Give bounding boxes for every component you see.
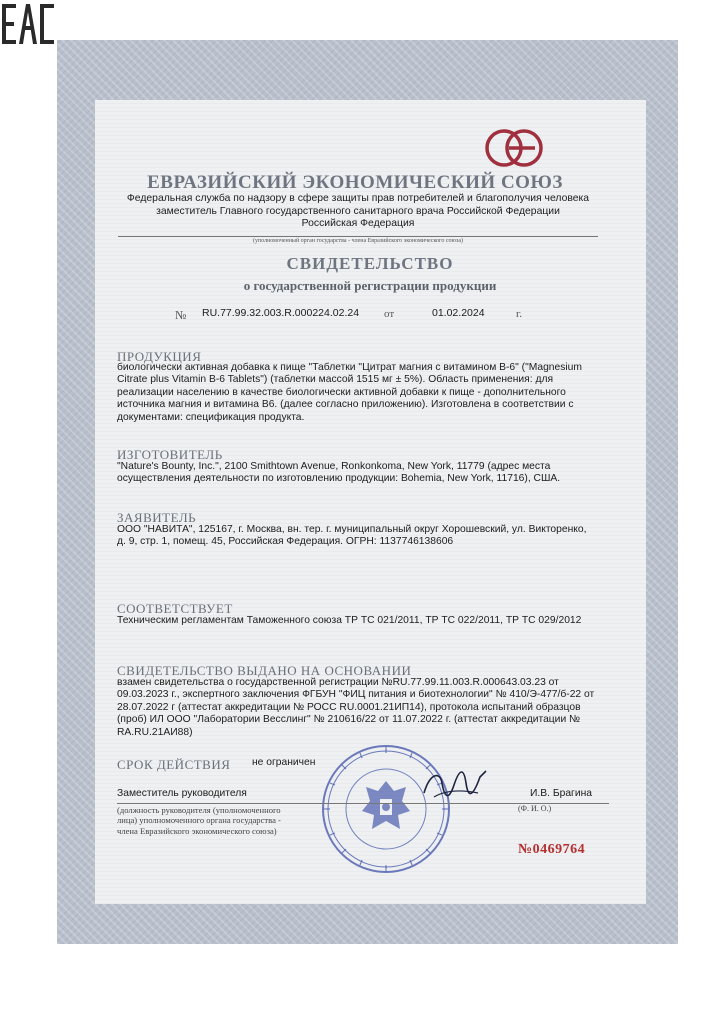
manufacturer-text [117, 461, 603, 486]
basis-line: 09.03.2023 г., экспертного заключения ФГБУН "ФИЦ питания и биотехнологии" № 410/Э-477/б-22 от [117, 689, 595, 701]
validity-value: не ограничен [252, 757, 316, 768]
divider [118, 236, 598, 237]
number-label: № [175, 308, 187, 322]
certificate-number: RU.77.99.32.003.R.000224.02.24 [202, 307, 360, 319]
product-line: Citrate plus Vitamin B-6 Tablets") (таблетки массой 1515 мг ± 5%). Область применения: для [117, 374, 554, 386]
position-note-line: (должность руководителя (уполномоченного [117, 805, 281, 815]
certificate-title: СВИДЕТЕЛЬСТВО [286, 254, 454, 273]
authority-line: заместитель Главного государственного санитарного врача Российской Федерации [156, 205, 560, 217]
basis-line: 28.07.2022 г (аттестат аккредитации № РОСС RU.0001.21ИП14), протокола испытаний образцов [117, 701, 581, 713]
authority-note: (уполномоченный орган государства - члена Евразийского экономического союза) [252, 238, 464, 244]
manufacturer-line: "Nature's Bounty, Inc.", 2100 Smithtown Avenue, Ronkonkoma, New York, 11779 (адрес места [117, 461, 551, 472]
signatory-position: Заместитель руководителя [117, 788, 247, 799]
conformity-title: СООТВЕТСТВУЕТ [117, 601, 233, 616]
basis-line: RA.RU.21АИ88) [117, 726, 193, 738]
product-line: реализации населению в качестве биологически активной добавки к пище - дополнительного [117, 386, 566, 398]
certificate-date: 01.02.2024 [432, 307, 485, 319]
position-note [117, 805, 327, 836]
position-note-line: члена Евразийского экономического союза) [117, 825, 277, 836]
product-line: документами: спецификация продукта. [117, 411, 305, 423]
product-title: ПРОДУКЦИЯ [117, 349, 202, 364]
manufacturer-title: ИЗГОТОВИТЕЛЬ [117, 447, 223, 462]
year-suffix: г. [516, 308, 523, 320]
authority-line: Федеральная служба по надзору в сфере защиты прав потребителей и благополучия человека [126, 193, 590, 204]
basis-line: (проб) ИЛ ООО "Лаборатории Весслинг" № 210616/22 от 11.07.2022 г. (аттестат аккредитации № [117, 714, 581, 726]
applicant-line: д. 9, стр. 1, помещ. 45, Российская Федерация. ОГРН: 1137746138606 [117, 536, 454, 548]
position-note-line: лица) уполномоченного органа государства - [117, 815, 281, 826]
certificate-subtitle: о государственной регистрации продукции [243, 278, 497, 293]
from-label: от [384, 308, 395, 320]
eurasian-union-logo-icon [483, 127, 545, 169]
serial-number: №0469764 [518, 842, 586, 857]
product-text [117, 362, 603, 424]
validity-title: СРОК ДЕЙСТВИЯ [117, 757, 231, 772]
fio-note: (Ф. И. О.) [518, 804, 552, 813]
conformity-line: Техническим регламентам Таможенного союза ТР ТС 021/2011, ТР ТС 022/2011, ТР ТС 029/2012 [117, 615, 582, 626]
applicant-text [117, 524, 603, 549]
conformity-text [117, 615, 603, 627]
union-title: ЕВРАЗИЙСКИЙ ЭКОНОМИЧЕСКИЙ СОЮЗ [147, 172, 563, 193]
basis-line: взамен свидетельства о государственной регистрации №RU.77.99.11.003.R.000643.03.23 от [117, 677, 559, 688]
issuing-authority [118, 193, 598, 231]
manufacturer-line: осуществления деятельности по изготовлению продукции: Bohemia, New York, 11716), США. [117, 473, 561, 485]
product-line: биологически активная добавка к пище "Таблетки "Цитрат магния с витамином В-6" ("Magnesium [117, 362, 582, 373]
basis-text [117, 677, 603, 739]
authority-line: Российская Федерация [301, 218, 415, 229]
signatory-name: И.В. Брагина [530, 788, 592, 799]
applicant-line: ООО "НАВИТА", 125167, г. Москва, вн. тер. г. муниципальный округ Хорошевский, ул. Викторенко, [117, 524, 587, 535]
signature-icon [420, 763, 490, 807]
basis-title: СВИДЕТЕЛЬСТВО ВЫДАНО НА ОСНОВАНИИ [117, 663, 412, 678]
product-line: источника магния и витамина В6. (далее согласно приложению). Изготовлена в соответствии с [117, 399, 574, 411]
eac-mark-icon [0, 0, 56, 48]
applicant-title: ЗАЯВИТЕЛЬ [117, 510, 197, 525]
